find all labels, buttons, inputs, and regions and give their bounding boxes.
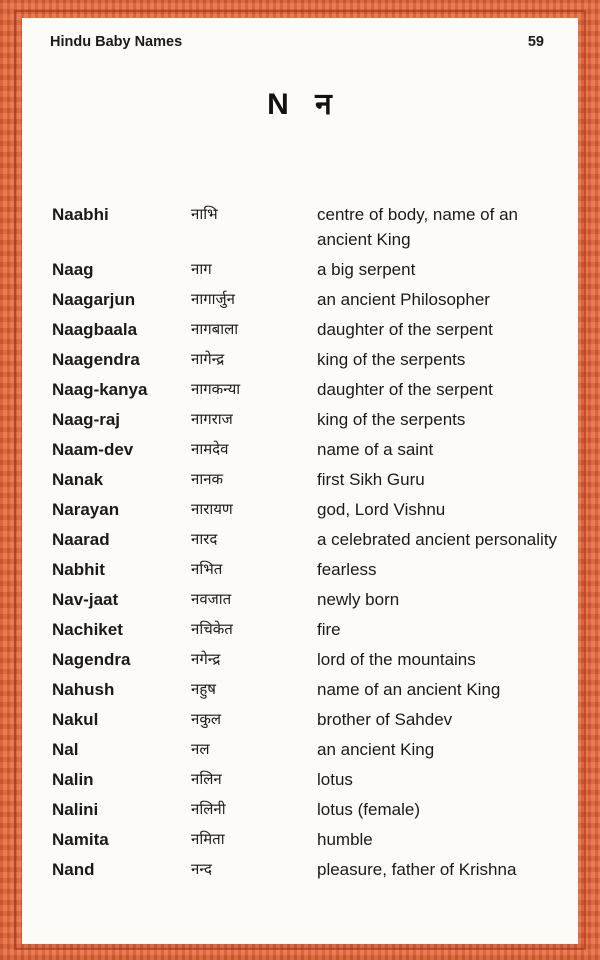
entry-devanagari: नमिता [191,830,225,848]
section-heading [22,82,578,123]
entry-meaning: daughter of the serpent [317,320,493,339]
name-entry-row [52,707,562,737]
name-entry-row [52,587,562,617]
entry-name: Nanak [52,470,104,489]
entry-meaning: lotus [317,770,353,789]
entry-devanagari: नहुष [191,680,216,698]
entry-devanagari: नागार्जुन [191,290,235,308]
entry-devanagari: नलिन [191,770,222,788]
entry-name: Naam-dev [52,440,134,459]
entry-devanagari: नभित [191,560,223,578]
entry-name: Naagbaala [52,320,138,339]
entry-name: Nal [52,740,79,759]
names-table [52,202,562,887]
entry-name: Naag-kanya [52,380,148,399]
entry-meaning: name of a saint [317,440,434,459]
entry-meaning: king of the serpents [317,350,466,369]
name-entry-row [52,797,562,827]
entry-name: Nagendra [52,650,131,669]
entry-meaning: name of an ancient King [317,680,501,699]
name-entry-row [52,557,562,587]
entry-meaning: daughter of the serpent [317,380,493,399]
entry-meaning: god, Lord Vishnu [317,500,446,519]
entry-name: Nalini [52,800,99,819]
entry-meaning: centre of body, name of an ancient King [317,205,518,249]
entry-meaning: an ancient King [317,740,435,759]
name-entry-row [52,767,562,797]
entry-name: Namita [52,830,109,849]
entry-devanagari: नागेन्द्र [191,350,225,368]
entry-name: Nalin [52,770,94,789]
entry-meaning: an ancient Philosopher [317,290,490,309]
name-entry-row [52,497,562,527]
entry-name: Naag-raj [52,410,121,429]
entry-devanagari: नाग [191,260,212,278]
entry-name: Narayan [52,500,120,519]
entry-meaning: brother of Sahdev [317,710,453,729]
name-entry-row [52,377,562,407]
entry-devanagari: नाभि [191,205,218,223]
entry-devanagari: नकुल [191,710,222,728]
entry-devanagari: नानक [191,470,224,488]
name-entry-row [52,527,562,557]
entry-meaning: fire [317,620,341,639]
book-page [22,18,578,944]
entry-name: Nabhit [52,560,105,579]
name-entry-row [52,827,562,857]
entry-devanagari: नलिनी [191,800,226,818]
entry-name: Nakul [52,710,99,729]
name-entry-row [52,347,562,377]
name-entry-row [52,647,562,677]
entry-devanagari: नन्द [191,860,212,878]
entry-meaning: king of the serpents [317,410,466,429]
entry-name: Naarad [52,530,110,549]
entry-name: Naagarjun [52,290,136,309]
entry-devanagari: नागकन्या [191,380,241,398]
entry-meaning: lord of the mountains [317,650,476,669]
entry-meaning: a big serpent [317,260,416,279]
name-entry-row [52,437,562,467]
entry-devanagari: नवजात [191,590,232,608]
entry-devanagari: नामदेव [191,440,229,458]
entry-name: Naag [52,260,94,279]
entry-meaning: pleasure, father of Krishna [317,860,517,879]
entry-meaning: humble [317,830,373,849]
entry-name: Nachiket [52,620,123,639]
entry-devanagari: नगेन्द्र [191,650,221,668]
entry-devanagari: नारद [191,530,218,548]
name-entry-row [52,677,562,707]
entry-devanagari: नागराज [191,410,233,428]
name-entry-row [52,317,562,347]
entry-meaning: lotus (female) [317,800,420,819]
entry-devanagari: नागबाला [191,320,239,338]
entry-name: Nand [52,860,95,879]
name-entry-row [52,737,562,767]
name-entry-row [52,287,562,317]
section-letter-latin: N [267,88,290,121]
name-entry-row [52,257,562,287]
entry-meaning: a celebrated ancient personality [317,530,558,549]
name-entry-row [52,617,562,647]
running-head: Hindu Baby Names [50,34,183,50]
section-letter-devanagari: न [315,87,333,122]
entry-name: Nahush [52,680,115,699]
entry-name: Naagendra [52,350,140,369]
name-entry-row [52,467,562,497]
entry-meaning: fearless [317,560,377,579]
names-table-body [52,202,562,887]
entry-meaning: newly born [317,590,400,609]
name-entry-row [52,407,562,437]
entry-devanagari: नचिकेत [191,620,233,638]
name-entry-row [52,857,562,887]
name-entry-row [52,202,562,257]
entry-meaning: first Sikh Guru [317,470,425,489]
entry-name: Naabhi [52,205,109,224]
entry-devanagari: नल [191,740,210,758]
entry-devanagari: नारायण [191,500,233,518]
entry-name: Nav-jaat [52,590,119,609]
page-number: 59 [527,34,544,50]
